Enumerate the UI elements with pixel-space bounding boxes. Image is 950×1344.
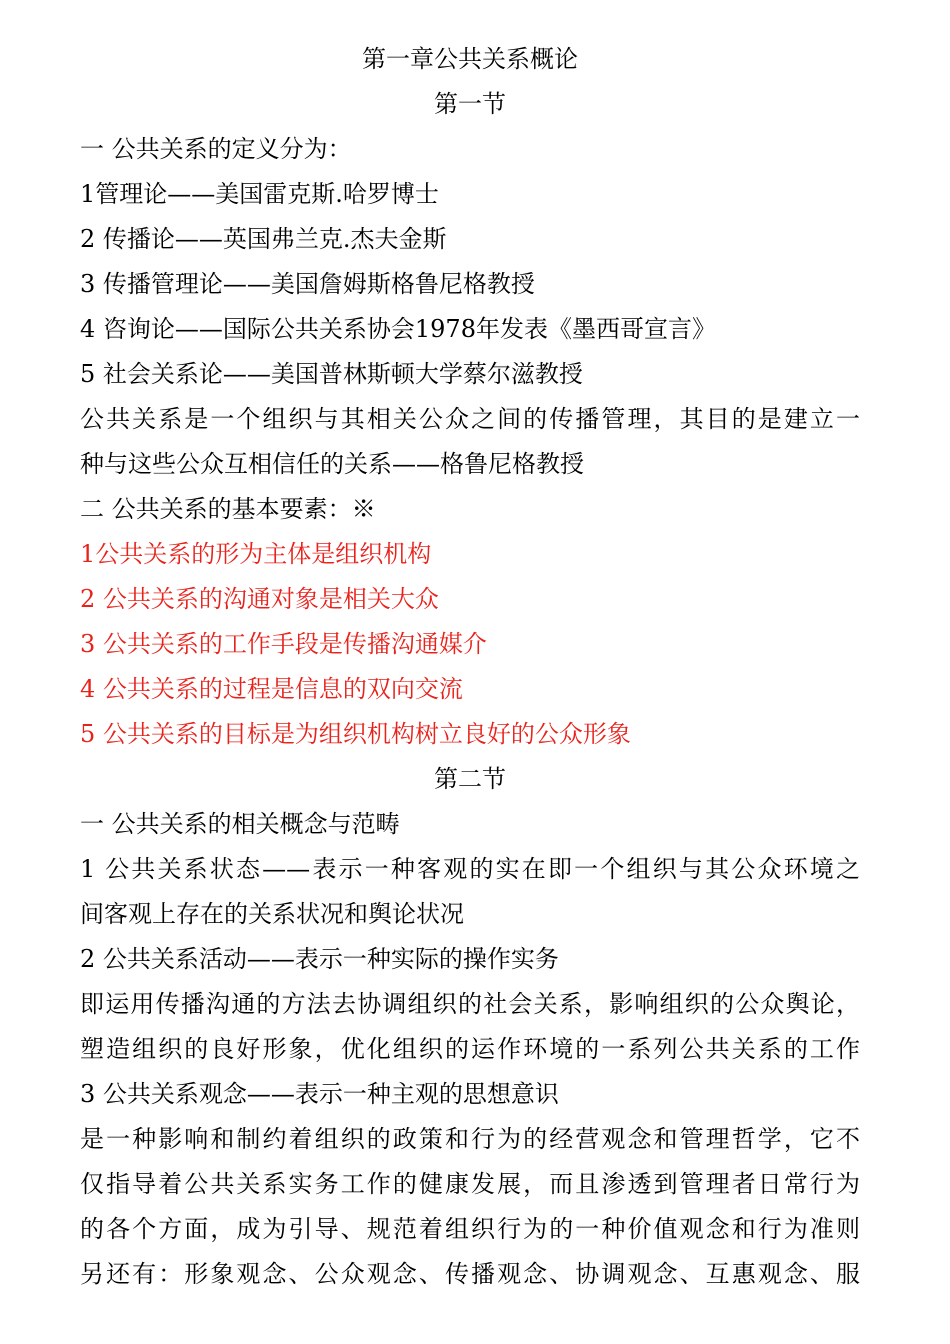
quote-line: 种与这些公众互相信任的关系——格鲁尼格教授 [80,450,584,478]
other-concepts-line: 另还有：形象观念、公众观念、传播观念、协调观念、互惠观念、服 [80,1260,860,1288]
concept-item-text: 是一种影响和制约着组织的政策和行为的经营观念和管理哲学，它不 [80,1125,860,1153]
definition-item: 1管理论——美国雷克斯.哈罗博士 [80,180,439,208]
concept-item-heading: 3 公共关系观念——表示一种主观的思想意识 [80,1080,559,1108]
section-2-heading: 第二节 [434,765,506,793]
definition-heading: 一 公共关系的定义分为： [80,135,352,163]
quote-line: 公共关系是一个组织与其相关公众之间的传播管理，其目的是建立一 [80,405,860,433]
element-item: 3 公共关系的工作手段是传播沟通媒介 [80,630,487,658]
element-item: 1公共关系的形为主体是组织机构 [80,540,432,568]
concept-item-text: 塑造组织的良好形象，优化组织的运作环境的一系列公共关系的工作 [80,1035,860,1063]
chapter-title: 第一章公共关系概论 [362,45,578,73]
concept-item-text: 间客观上存在的关系状况和舆论状况 [80,900,464,928]
definition-item: 3 传播管理论——美国詹姆斯格鲁尼格教授 [80,270,535,298]
element-item: 4 公共关系的过程是信息的双向交流 [80,675,463,703]
concept-item-text: 仅指导着公共关系实务工作的健康发展，而且渗透到管理者日常行为 [80,1170,860,1198]
definition-item: 4 咨询论——国际公共关系协会1978年发表《墨西哥宣言》 [80,315,716,343]
element-item: 2 公共关系的沟通对象是相关大众 [80,585,439,613]
definition-item: 5 社会关系论——美国普林斯顿大学蔡尔滋教授 [80,360,583,388]
concept-item-text: 1 公共关系状态——表示一种客观的实在即一个组织与其公众环境之 [80,855,860,883]
concept-item-text: 的各个方面，成为引导、规范着组织行为的一种价值观念和行为准则 [80,1215,860,1243]
document-page [80,37,860,1297]
section-1-heading: 第一节 [434,90,506,118]
elements-heading: 二 公共关系的基本要素：※ [80,495,376,523]
concepts-heading: 一 公共关系的相关概念与范畴 [80,810,400,838]
concept-item-text: 即运用传播沟通的方法去协调组织的社会关系，影响组织的公众舆论， [80,990,860,1018]
definition-item: 2 传播论——英国弗兰克.杰夫金斯 [80,225,447,253]
element-item: 5 公共关系的目标是为组织机构树立良好的公众形象 [80,720,631,748]
concept-item-heading: 2 公共关系活动——表示一种实际的操作实务 [80,945,559,973]
